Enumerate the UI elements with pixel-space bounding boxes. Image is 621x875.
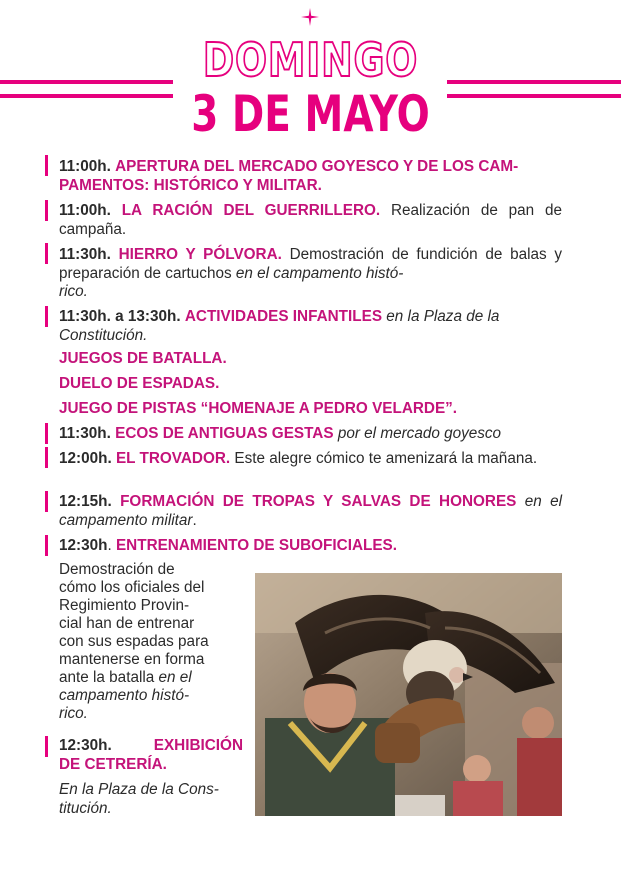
title-line (59, 737, 243, 756)
event-racion (59, 202, 562, 239)
entry-marker (45, 491, 48, 512)
event-cetreria-place (59, 781, 243, 818)
event-place: En la Plaza de la Cons- (59, 781, 219, 798)
desc-text: ante la batalla (59, 669, 155, 686)
event-time: 11:30h. a 13:30h. (59, 308, 181, 325)
event-time: 11:30h. (59, 246, 111, 263)
event-cetreria (59, 737, 243, 774)
event-formacion (59, 493, 562, 530)
event-actividades (59, 308, 562, 345)
event-place-cont: titución. (59, 799, 112, 817)
event-separator: . (107, 537, 112, 554)
desc-line (59, 669, 243, 687)
event-ecos (59, 425, 562, 444)
desc-line: Demostración de (59, 561, 175, 578)
event-place: en el (158, 669, 192, 686)
event-place: en la Plaza de la (386, 308, 500, 325)
event-place-cont: rico. (59, 283, 88, 300)
event-description: Demostración de fundición de balas y preparación de cartuchos (59, 246, 563, 282)
entry-marker (45, 200, 48, 221)
sub-activity: JUEGOS DE BATALLA. (59, 350, 227, 367)
event-description: Este alegre cómico te amenizará la mañana. (234, 450, 538, 467)
event-trovador (59, 450, 562, 469)
event-description: Realización de pan de campaña. (59, 202, 563, 238)
sub-activity: DUELO DE ESPADAS. (59, 375, 220, 392)
desc-line: con sus espadas para (59, 633, 209, 650)
event-title: EXHIBICIÓN (153, 737, 243, 754)
event-time: 12:30h (59, 537, 108, 554)
event-hierro (59, 246, 562, 302)
entry-marker (45, 243, 48, 264)
event-place: por el mercado goyesco (337, 425, 502, 442)
event-time: 11:00h. (59, 158, 111, 175)
event-title: ECOS DE ANTIGUAS GESTAS (115, 425, 334, 442)
event-time: 11:30h. (59, 425, 111, 442)
entry-marker (45, 736, 48, 757)
event-title: HIERRO Y PÓLVORA. (118, 246, 282, 263)
event-title: LA RACIÓN DEL GUERRILLERO. (121, 202, 381, 219)
page-title-date: 3 DE MAYO (191, 85, 430, 143)
event-time: 12:30h. (59, 737, 112, 754)
event-place-cont: Constitución. (59, 326, 148, 344)
event-time: 12:00h. (59, 450, 112, 467)
event-place-cont: rico. (59, 705, 88, 722)
desc-line: Regimiento Provin- (59, 597, 190, 614)
event-title-cont: PAMENTOS: HISTÓRICO Y MILITAR. (59, 176, 322, 194)
event-apertura (59, 158, 562, 195)
event-title: APERTURA DEL MERCADO GOYESCO Y DE LOS CAM- (115, 158, 519, 175)
entry-marker (45, 423, 48, 444)
desc-line: cial han de entrenar (59, 615, 195, 632)
desc-line: mantenerse en forma (59, 651, 205, 668)
falconer-photo-illustration (255, 573, 562, 816)
event-time: 12:15h. (59, 493, 112, 510)
desc-line: cómo los oficiales del (59, 579, 205, 596)
event-title: EL TROVADOR. (115, 450, 231, 467)
entry-marker (45, 306, 48, 327)
event-title: FORMACIÓN DE TROPAS Y SALVAS DE HONORES (120, 493, 517, 510)
event-title-cont: DE CETRERÍA. (59, 755, 167, 773)
event-entrenamiento (59, 537, 562, 556)
page-title-day: DOMINGO (202, 33, 419, 87)
falconer-photo (255, 573, 562, 816)
entry-marker (45, 447, 48, 468)
event-title: ENTRENAMIENTO DE SUBOFICIALES. (115, 537, 397, 554)
event-title: ACTIVIDADES INFANTILES (184, 308, 383, 325)
sub-activity: JUEGO DE PISTAS “HOMENAJE A PEDRO VELARDE”. (59, 400, 458, 417)
event-place: en el campamento militar (59, 493, 563, 529)
star-ornament-icon (301, 8, 319, 26)
entry-marker (45, 155, 48, 176)
event-end: . (192, 511, 197, 529)
event-time: 11:00h. (59, 202, 111, 219)
event-entrenamiento-description (59, 561, 243, 723)
event-place: en el campamento histó- (235, 264, 404, 282)
entry-marker (45, 535, 48, 556)
event-place-cont: campamento histó- (59, 687, 190, 704)
